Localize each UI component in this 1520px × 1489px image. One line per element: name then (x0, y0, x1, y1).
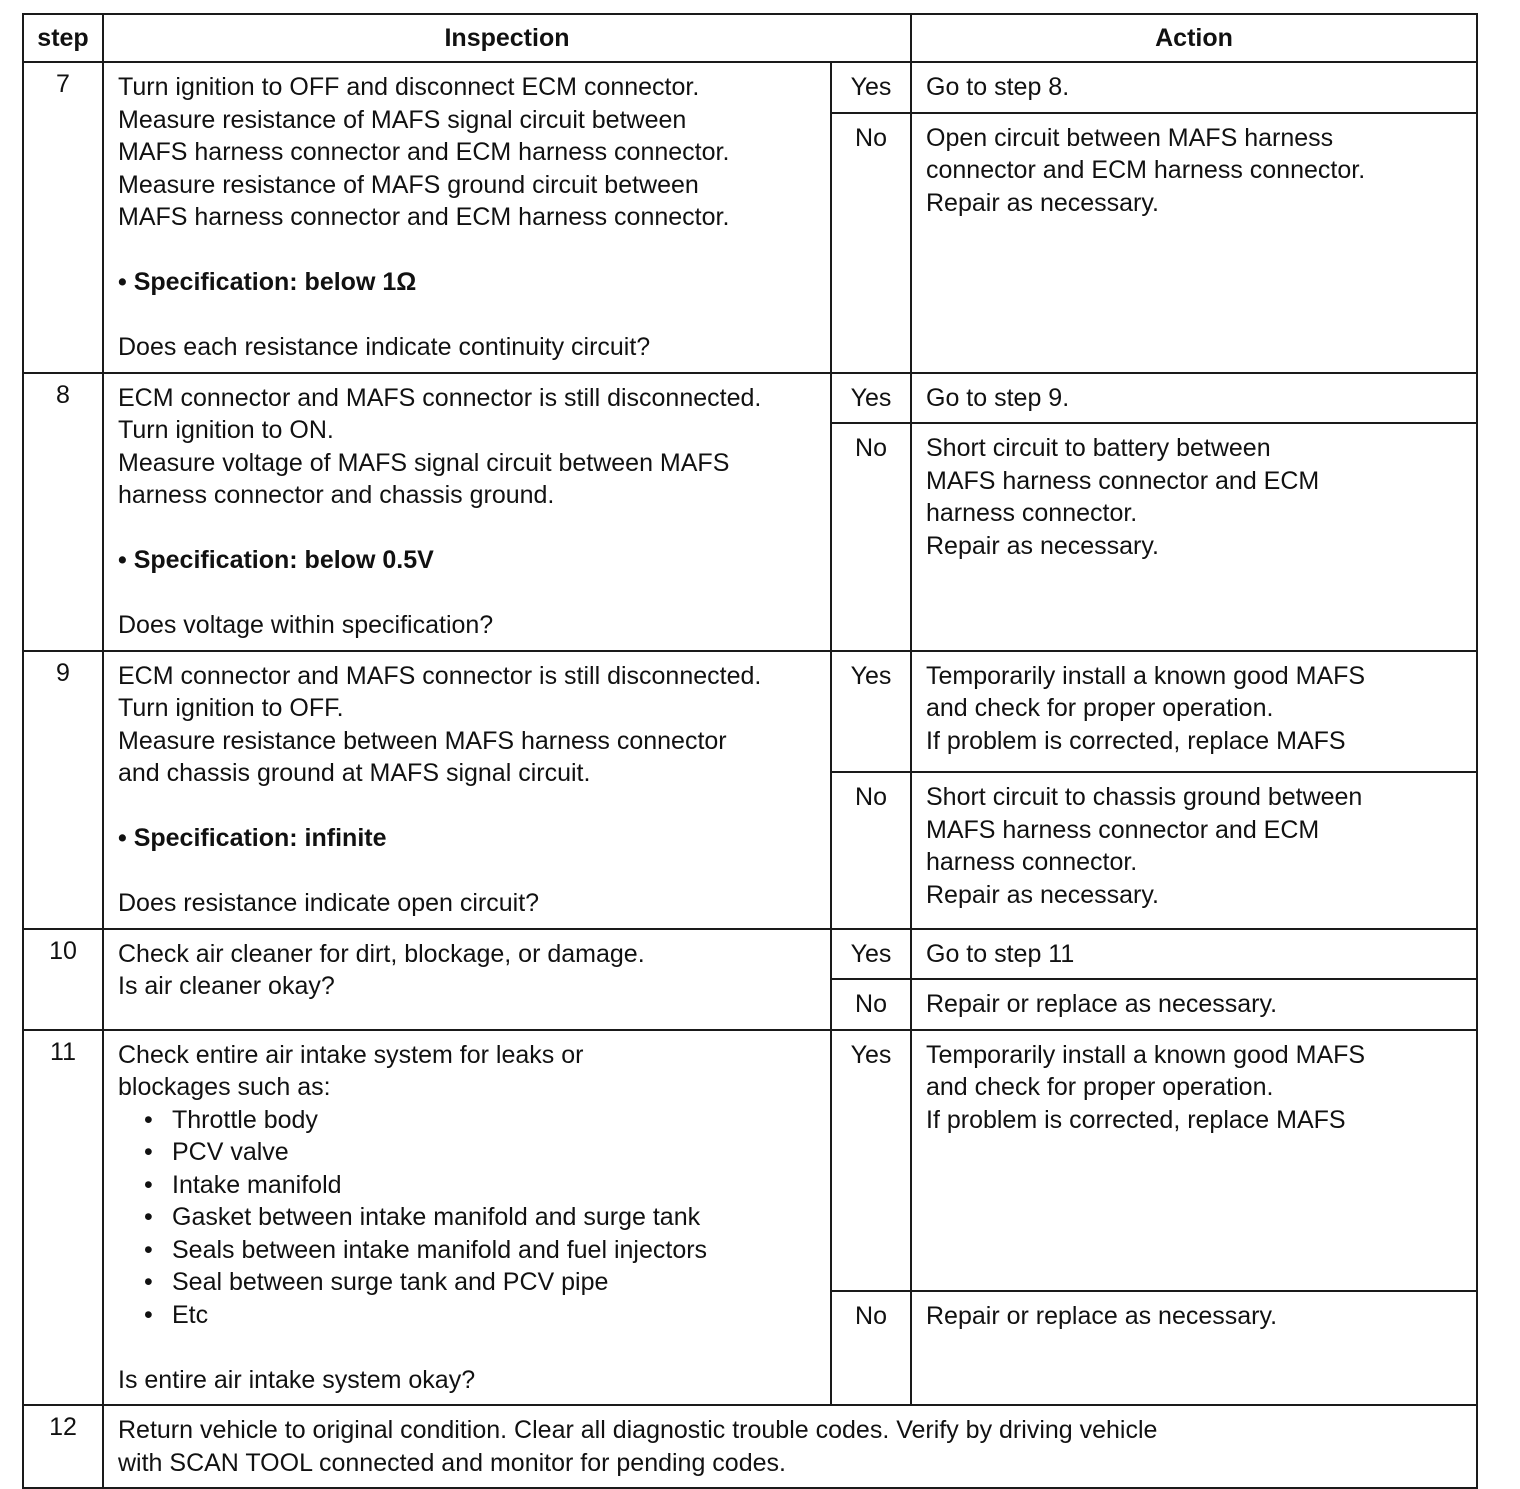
inspection-line: Check air cleaner for dirt, blockage, or damage. (118, 939, 645, 968)
text-line: Return vehicle to original condition. Clear all diagnostic trouble codes. Verify by driving vehicle (118, 1416, 1158, 1444)
no-label: No (831, 113, 911, 373)
diagnostic-procedure-sheet (22, 13, 1478, 1489)
inspection-line: Is air cleaner okay? (118, 972, 335, 1000)
action-line: harness connector. (926, 848, 1138, 877)
inspection-line: Turn ignition to ON. (118, 416, 334, 444)
list-item: • Intake manifold (118, 1169, 822, 1202)
inspection-line: Check entire air intake system for leaks or (118, 1040, 584, 1069)
yes-label: Yes (831, 929, 911, 980)
step-11-inspection (103, 1030, 831, 1406)
action-line: connector and ECM harness connector. (926, 156, 1366, 184)
action-line: If problem is corrected, replace MAFS (926, 1105, 1346, 1134)
step-10-inspection (103, 929, 831, 1030)
list-item: • PCV valve (118, 1136, 822, 1169)
specification: • Specification: below 0.5V (118, 546, 434, 574)
step-number: 12 (23, 1405, 103, 1488)
action-line: harness connector. (926, 499, 1138, 527)
diagnostic-table (22, 13, 1478, 1489)
action-line: Repair as necessary. (926, 188, 1159, 217)
yes-action (911, 651, 1477, 773)
yes-action (911, 929, 1477, 980)
inspection-line: ECM connector and MAFS connector is still disconnected. (118, 383, 762, 412)
action-line: and check for proper operation. (926, 694, 1274, 722)
list-item: • Throttle body (118, 1104, 822, 1137)
action-line: Go to step 11 (926, 939, 1075, 968)
inspection-line: harness connector and chassis ground. (118, 481, 555, 509)
yes-action (911, 62, 1477, 113)
inspection-question: Does each resistance indicate continuity circuit? (118, 333, 651, 361)
list-item: • Etc (118, 1299, 822, 1332)
step-8-inspection (103, 373, 831, 651)
step-8-yes-row (23, 373, 1477, 424)
list-item: • Seals between intake manifold and fuel injectors (118, 1234, 822, 1267)
action-line: Temporarily install a known good MAFS (926, 661, 1366, 690)
action-line: and check for proper operation. (926, 1073, 1274, 1101)
action-line: Go to step 9. (926, 383, 1070, 412)
no-action (911, 772, 1477, 928)
yes-action (911, 1030, 1477, 1291)
no-action (911, 423, 1477, 651)
header-action: Action (911, 14, 1477, 62)
step-number: 8 (23, 373, 103, 651)
yes-label: Yes (831, 62, 911, 113)
yes-label: Yes (831, 651, 911, 773)
no-action (911, 979, 1477, 1030)
step-12-row (23, 1405, 1477, 1488)
inspection-line: Measure resistance of MAFS ground circuit between (118, 170, 699, 199)
list-item: • Gasket between intake manifold and surge tank (118, 1201, 822, 1234)
list-item: • Seal between surge tank and PCV pipe (118, 1266, 822, 1299)
step-12-text (103, 1405, 1477, 1488)
inspection-question: Is entire air intake system okay? (118, 1365, 476, 1394)
action-line: Repair as necessary. (926, 531, 1159, 560)
step-9-inspection (103, 651, 831, 929)
no-label: No (831, 1291, 911, 1405)
step-number: 11 (23, 1030, 103, 1406)
inspection-line: Measure resistance of MAFS signal circuit between (118, 105, 687, 134)
inspection-line: and chassis ground at MAFS signal circuit. (118, 759, 591, 787)
inspection-line: MAFS harness connector and ECM harness connector. (118, 203, 730, 231)
header-step: step (23, 14, 103, 62)
no-action (911, 1291, 1477, 1405)
yes-label: Yes (831, 373, 911, 424)
inspection-line: ECM connector and MAFS connector is still disconnected. (118, 661, 762, 690)
step-number: 10 (23, 929, 103, 1030)
action-line: Open circuit between MAFS harness (926, 123, 1334, 152)
action-line: If problem is corrected, replace MAFS (926, 726, 1346, 755)
step-11-yes-row (23, 1030, 1477, 1291)
yes-label: Yes (831, 1030, 911, 1291)
action-line: Temporarily install a known good MAFS (926, 1040, 1366, 1069)
no-action (911, 113, 1477, 373)
header-inspection: Inspection (103, 14, 911, 62)
action-line: Go to step 8. (926, 73, 1070, 101)
action-line: Short circuit to chassis ground between (926, 783, 1363, 812)
no-label: No (831, 772, 911, 928)
inspection-line: Measure resistance between MAFS harness connector (118, 726, 727, 755)
inspection-line: Turn ignition to OFF and disconnect ECM connector. (118, 73, 700, 101)
yes-action (911, 373, 1477, 424)
specification: • Specification: infinite (118, 824, 387, 852)
action-line: Repair or replace as necessary. (926, 1301, 1278, 1330)
inspection-line: blockages such as: (118, 1073, 331, 1101)
action-line: Repair or replace as necessary. (926, 990, 1278, 1018)
specification: • Specification: below 1Ω (118, 268, 417, 296)
action-line: MAFS harness connector and ECM (926, 466, 1320, 495)
inspection-question: Does voltage within specification? (118, 611, 494, 639)
inspection-line: Measure voltage of MAFS signal circuit between MAFS (118, 448, 730, 477)
step-number: 9 (23, 651, 103, 929)
step-7-yes-row (23, 62, 1477, 113)
inspection-question: Does resistance indicate open circuit? (118, 889, 540, 917)
inspection-line: Turn ignition to OFF. (118, 694, 344, 722)
step-number: 7 (23, 62, 103, 373)
no-label: No (831, 979, 911, 1030)
inspection-line: MAFS harness connector and ECM harness connector. (118, 138, 730, 166)
step-9-yes-row (23, 651, 1477, 773)
step-10-yes-row (23, 929, 1477, 980)
action-line: MAFS harness connector and ECM (926, 815, 1320, 844)
step-7-inspection (103, 62, 831, 373)
text-line: with SCAN TOOL connected and monitor for pending codes. (118, 1448, 786, 1477)
action-line: Repair as necessary. (926, 880, 1159, 909)
no-label: No (831, 423, 911, 651)
table-header-row (23, 14, 1477, 62)
action-line: Short circuit to battery between (926, 434, 1271, 462)
